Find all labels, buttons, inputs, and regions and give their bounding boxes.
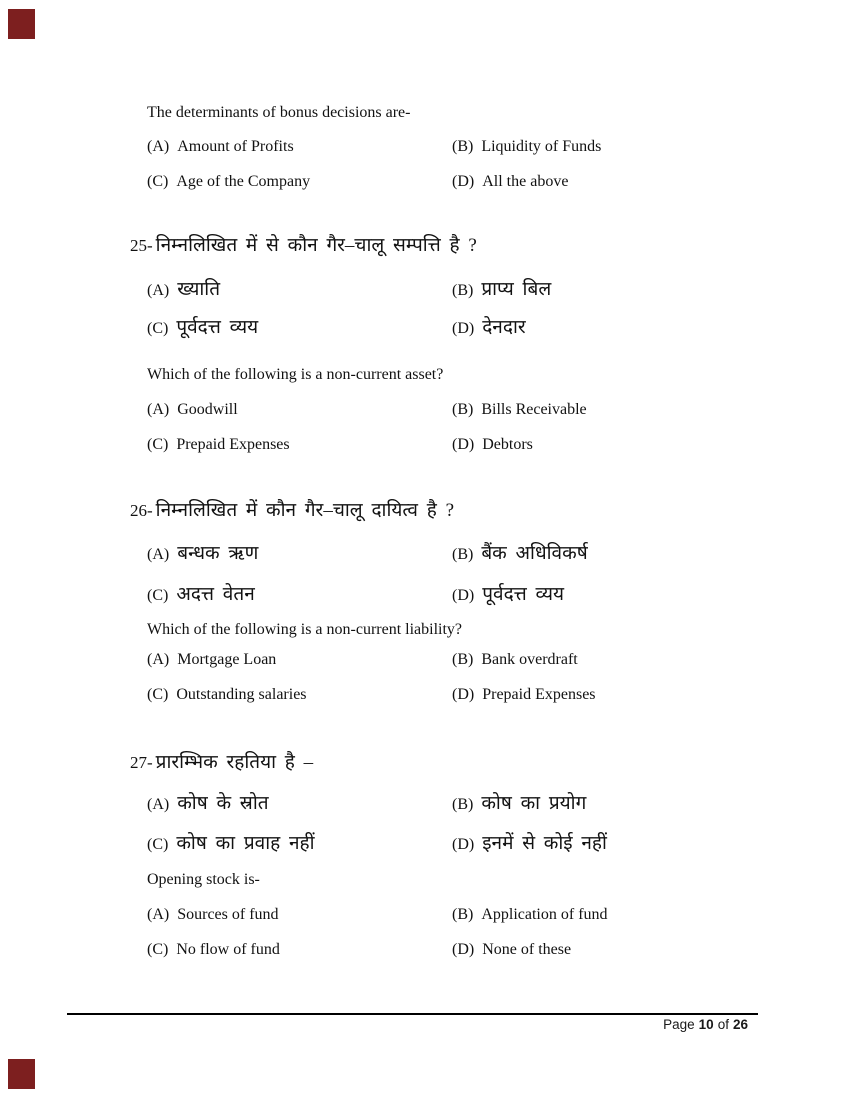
option-label: (A) [147,138,170,155]
option-d [452,941,571,959]
option-c [147,941,280,959]
option-label: (A) [147,651,170,668]
option-text: All the above [482,173,569,190]
question-number: 26- [130,501,153,520]
footer-of-label: of [717,1017,729,1032]
option-a [147,539,258,565]
option-label: (D) [452,320,475,337]
option-text: No flow of fund [176,941,280,958]
corner-mark-top-left [8,9,35,39]
option-d [452,686,596,704]
question-number: 25- [130,236,153,255]
option-text: Outstanding salaries [176,686,307,703]
option-text: Bills Receivable [481,401,587,418]
footer-current-page: 10 [698,1017,714,1032]
option-text: कोष का प्रवाह नहीं [176,833,315,854]
option-c [147,313,258,339]
option-label: (D) [452,941,475,958]
option-d [452,313,526,339]
option-text: Prepaid Expenses [482,686,596,703]
question-25-hindi [130,231,477,257]
footer-page-info [67,1017,748,1032]
option-text: Goodwill [177,401,238,418]
option-b [452,138,601,156]
option-b [452,651,578,669]
option-label: (A) [147,546,170,563]
option-text: Amount of Profits [177,138,294,155]
option-label: (C) [147,836,169,853]
footer-page-label: Page [663,1017,695,1032]
option-label: (B) [452,138,474,155]
option-label: (C) [147,320,169,337]
option-text: अदत्त वेतन [176,584,255,605]
option-a [147,138,294,156]
option-label: (A) [147,282,170,299]
option-text: पूर्वदत्त व्यय [482,584,565,605]
option-label: (D) [452,587,475,604]
option-text: Mortgage Loan [177,651,277,668]
option-d [452,580,564,606]
option-c [147,436,290,454]
option-label: (C) [147,587,169,604]
question-text-hindi: निम्नलिखित में से कौन गैर–चालू सम्पत्ति है ? [155,235,477,256]
option-a [147,275,220,301]
option-text: कोष के स्रोत [177,793,269,814]
option-text: कोष का प्रयोग [481,793,587,814]
option-text: Liquidity of Funds [481,138,602,155]
option-label: (A) [147,401,170,418]
option-text: Sources of fund [177,906,279,923]
option-label: (D) [452,836,475,853]
option-label: (C) [147,173,169,190]
option-label: (A) [147,906,170,923]
option-b [452,401,587,419]
option-a [147,906,279,924]
option-b [452,906,608,924]
question-26-hindi [130,496,454,522]
option-label: (D) [452,686,475,703]
option-c [147,173,310,191]
question-25-english: Which of the following is a non-current asset? [147,366,444,383]
option-label: (D) [452,173,475,190]
option-c [147,580,255,606]
option-text: Application of fund [481,906,608,923]
option-a [147,401,238,419]
option-d [452,436,533,454]
option-text: प्राप्य बिल [481,279,552,300]
option-label: (D) [452,436,475,453]
question-26-english: Which of the following is a non-current liability? [147,621,463,638]
option-b [452,789,586,815]
option-c [147,686,307,704]
option-label: (B) [452,796,474,813]
question-27-hindi [130,748,313,774]
option-a [147,651,276,669]
option-text: Debtors [482,436,533,453]
option-text: देनदार [482,317,526,338]
question-text-hindi: प्रारम्भिक रहतिया है – [155,752,314,773]
option-label: (B) [452,546,474,563]
question-text-hindi: निम्नलिखित में कौन गैर–चालू दायित्व है ? [155,500,455,521]
option-label: (B) [452,282,474,299]
option-text: Age of the Company [176,173,311,190]
option-label: (A) [147,796,170,813]
option-b [452,539,588,565]
footer-total-pages: 26 [732,1017,748,1032]
option-d [452,829,607,855]
option-label: (B) [452,906,474,923]
footer-divider-line [67,1013,758,1015]
option-text: None of these [482,941,572,958]
option-label: (B) [452,401,474,418]
question-text-english: The determinants of bonus decisions are- [147,104,411,121]
option-text: Bank overdraft [481,651,578,668]
option-text: पूर्वदत्त व्यय [176,317,259,338]
option-text: बैंक अधिविकर्ष [481,543,588,564]
option-label: (C) [147,686,169,703]
corner-mark-bottom-left [8,1059,35,1089]
option-text: बन्धक ऋण [177,543,259,564]
option-text: इनमें से कोई नहीं [482,833,607,854]
option-text: ख्याति [177,279,221,300]
option-label: (B) [452,651,474,668]
option-b [452,275,551,301]
option-label: (C) [147,436,169,453]
question-27-english: Opening stock is- [147,871,260,888]
option-c [147,829,315,855]
question-number: 27- [130,753,153,772]
option-label: (C) [147,941,169,958]
option-text: Prepaid Expenses [176,436,290,453]
option-a [147,789,269,815]
option-d [452,173,568,191]
